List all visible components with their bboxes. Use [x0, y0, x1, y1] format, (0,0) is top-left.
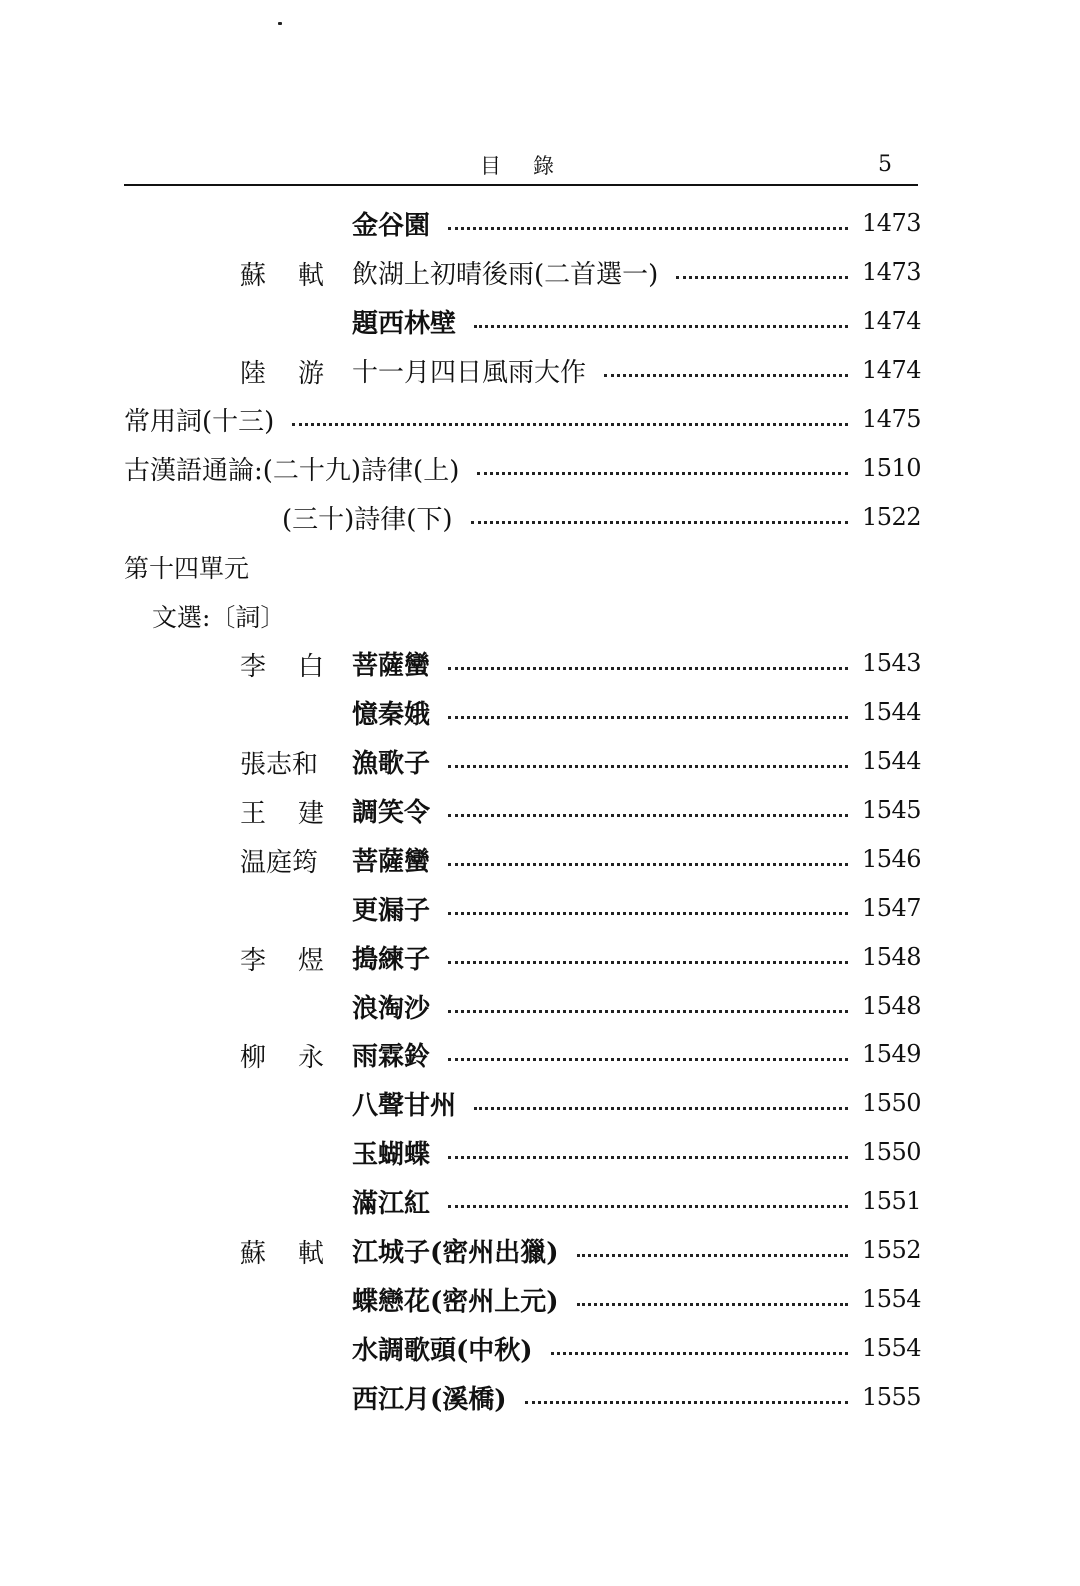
toc-author: 李 煜 — [240, 946, 324, 976]
toc-entry-title: 菩薩蠻 — [352, 650, 431, 681]
toc-entry-title: 水調歌頭(中秋) — [352, 1335, 533, 1366]
page-number: 5 — [878, 152, 892, 177]
selection-heading: 文選:〔詞〕 — [152, 603, 286, 632]
toc-page-number: 1549 — [862, 1040, 922, 1068]
toc-row[interactable] — [352, 205, 922, 241]
toc-page-number: 1545 — [862, 796, 922, 824]
toc-page-number: 1555 — [862, 1383, 922, 1411]
toc-author: 蘇 軾 — [240, 261, 324, 291]
toc-row[interactable] — [352, 645, 922, 681]
leader-dots — [448, 1142, 848, 1159]
toc-page-number: 1522 — [862, 503, 922, 531]
leader-dots — [448, 751, 848, 768]
toc-entry-title: 菩薩蠻 — [352, 846, 431, 877]
toc-entry-title: 調笑令 — [352, 797, 431, 828]
toc-page-number: 1543 — [862, 649, 922, 677]
leader-dots — [471, 507, 848, 524]
toc-row[interactable] — [352, 1183, 922, 1219]
leader-dots — [448, 800, 848, 817]
toc-row[interactable] — [352, 303, 922, 339]
toc-page-number: 1475 — [862, 405, 922, 433]
toc-entry-title: 雨霖鈴 — [352, 1041, 431, 1072]
toc-entry-title: 蝶戀花(密州上元) — [352, 1286, 559, 1317]
toc-row[interactable] — [352, 1036, 922, 1072]
toc-row[interactable] — [352, 254, 922, 290]
toc-row[interactable] — [352, 890, 922, 926]
leader-dots — [676, 262, 848, 279]
leader-dots — [577, 1240, 848, 1257]
toc-entry-title: 西江月(溪橋) — [352, 1384, 507, 1415]
leader-dots — [448, 213, 848, 230]
toc-author: 柳 永 — [240, 1043, 324, 1073]
toc-entry-title: 更漏子 — [352, 895, 431, 926]
toc-entry-title: 八聲甘州 — [352, 1090, 457, 1121]
toc-row[interactable] — [124, 450, 922, 486]
leader-dots — [604, 360, 848, 377]
toc-author: 陸 游 — [240, 359, 324, 389]
toc-entry-title: 滿江紅 — [352, 1188, 431, 1219]
leader-dots — [477, 458, 848, 475]
toc-entry-title: 玉蝴蝶 — [352, 1139, 431, 1170]
toc-entry-title: 浪淘沙 — [352, 993, 431, 1024]
leader-dots — [448, 849, 848, 866]
toc-row[interactable] — [352, 1085, 922, 1121]
toc-page-number: 1546 — [862, 845, 922, 873]
toc-page-number: 1552 — [862, 1236, 922, 1264]
toc-page-number: 1547 — [862, 894, 922, 922]
toc-author: 張志和 — [240, 750, 319, 780]
toc-row[interactable] — [352, 1281, 922, 1317]
toc-entry-title: 古漢語通論:(二十九)詩律(上) — [124, 455, 460, 486]
toc-row[interactable] — [352, 939, 922, 975]
toc-page-number: 1554 — [862, 1285, 922, 1313]
leader-dots — [525, 1387, 848, 1404]
toc-entry-title: 搗練子 — [352, 944, 431, 975]
leader-dots — [448, 947, 848, 964]
toc-row[interactable] — [352, 1232, 922, 1268]
toc-author: 温庭筠 — [240, 848, 319, 878]
toc-page-number: 1473 — [862, 258, 922, 286]
leader-dots — [474, 311, 848, 328]
toc-entry-title: 飲湖上初晴後雨(二首選一) — [352, 259, 659, 290]
toc-author: 王 建 — [240, 799, 324, 829]
toc-row[interactable] — [352, 792, 922, 828]
unit-heading: 第十四單元 — [124, 554, 250, 583]
toc-page-number: 1551 — [862, 1187, 922, 1215]
toc-row[interactable] — [352, 694, 922, 730]
page-title: 目錄 — [480, 154, 586, 178]
toc-row[interactable] — [352, 1379, 922, 1415]
toc-page-number: 1544 — [862, 698, 922, 726]
leader-dots — [448, 996, 848, 1013]
toc-entry-title: 題西林壁 — [352, 308, 457, 339]
leader-dots — [448, 653, 848, 670]
toc-page-number: 1473 — [862, 209, 922, 237]
leader-dots — [551, 1338, 848, 1355]
toc-author: 蘇 軾 — [240, 1239, 324, 1269]
toc-page-number: 1544 — [862, 747, 922, 775]
leader-dots — [292, 409, 848, 426]
leader-dots — [448, 1044, 848, 1061]
toc-page-number: 1548 — [862, 992, 922, 1020]
toc-entry-title: 金谷園 — [352, 210, 431, 241]
leader-dots — [474, 1093, 848, 1110]
toc-page-number: 1474 — [862, 307, 922, 335]
leader-dots — [448, 1191, 848, 1208]
toc-page-number: 1550 — [862, 1089, 922, 1117]
toc-row[interactable] — [352, 988, 922, 1024]
toc-row[interactable] — [352, 1330, 922, 1366]
toc-page-number: 1510 — [862, 454, 922, 482]
leader-dots — [448, 898, 848, 915]
toc-page-number: 1474 — [862, 356, 922, 384]
toc-page-number: 1554 — [862, 1334, 922, 1362]
toc-entry-title: 漁歌子 — [352, 748, 431, 779]
toc-row[interactable] — [352, 743, 922, 779]
toc-entry-title: 十一月四日風雨大作 — [352, 357, 587, 388]
toc-entry-title: 憶秦娥 — [352, 699, 431, 730]
toc-row[interactable] — [352, 352, 922, 388]
toc-page-number: 1548 — [862, 943, 922, 971]
toc-row[interactable] — [352, 841, 922, 877]
leader-dots — [448, 702, 848, 719]
toc-entry-title: 江城子(密州出獵) — [352, 1237, 559, 1268]
leader-dots — [577, 1289, 848, 1306]
toc-entry-title: (三十)詩律(下) — [282, 504, 453, 535]
toc-row[interactable] — [124, 401, 922, 437]
toc-entry-title: 常用詞(十三) — [124, 406, 275, 437]
toc-author: 李 白 — [240, 652, 324, 682]
toc-row[interactable] — [282, 499, 922, 535]
toc-row[interactable] — [352, 1134, 922, 1170]
toc-page-number: 1550 — [862, 1138, 922, 1166]
